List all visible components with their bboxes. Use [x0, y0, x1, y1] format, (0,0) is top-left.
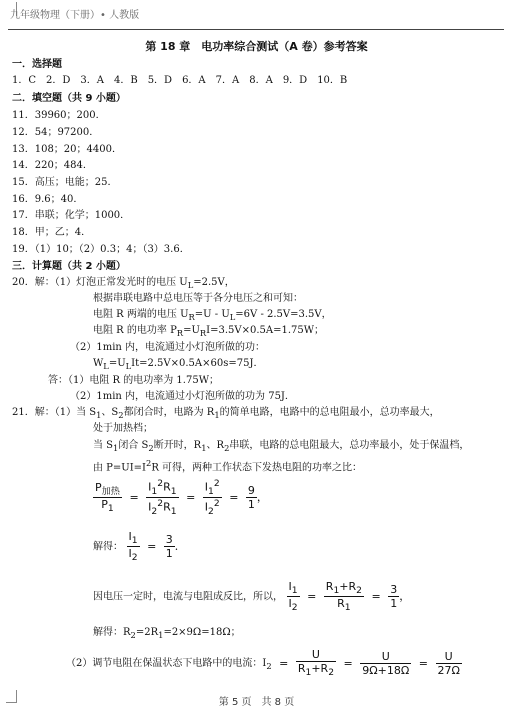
- fill-answer-13: 13．108；20；4400．: [12, 144, 122, 155]
- q21-line-3: 当 $S_1$闭合 $S_2$断开时，$R_1$、$R_2$串联，电路的总电阻最大，总功率最小，处于保温档，: [93, 440, 470, 453]
- fill-answer-11: 11．39960；200．: [12, 110, 106, 121]
- fill-answer-12: 12．54；97200．: [12, 127, 100, 138]
- q21-line-2: 处于加热档；: [93, 423, 153, 434]
- fill-answer-19: 19．（1）10；（2）0.3；4；（3）3.6．: [12, 244, 190, 255]
- q20-line-4: 电阻 R 的电功率 $P_R=U_RI=3.5V\times 0.5A=1.75W$；: [93, 325, 325, 338]
- q20-line-5: （2）1min 内，电流通过小灯泡所做的功：: [70, 342, 266, 353]
- fill-answer-15: 15．高压；电能；25．: [12, 177, 118, 188]
- fill-answer-16: 16．9.6；40．: [12, 194, 84, 205]
- page-footer: 第 5 页 共 8 页: [218, 697, 295, 708]
- section-choice-heading: 一．选择题: [12, 59, 62, 70]
- q20-line-2: 根据串联电路中总电压等于各分电压之和可知：: [93, 293, 303, 304]
- q21-line-1: 21．解：（1）当 $S_1$、$S_2$都闭合时，电路为 $R_1$的简单电路，电路中的总电阻最小，总功率最大，: [12, 407, 440, 420]
- q21-solve-r2: 解得：$R_2=2R_1=2\times 9\Omega=18\Omega$；: [93, 627, 241, 640]
- eq-warm-current: （2）调节电阻在保温状态下电路中的电流：$I_2$ = $\frac{U}{R_1+R_2}$ = $\frac{U}{9\Omega+18\Omega}$ = $\frac{U}{27\Omega}$: [66, 648, 460, 679]
- eq-resistance-ratio: 因电压一定时，电流与电阻成反比，所以， $\frac{I_1}{I_2}$ = $\frac{R_1+R_2}{R_1}$ = $\frac{3}{1}$ ，: [93, 580, 411, 614]
- q20-answer-2: （2）1min 内，电流通过小灯泡所做的功为 75J．: [70, 391, 295, 402]
- section-calc-heading: 三．计算题（共 2 小题）: [12, 261, 126, 272]
- fill-answer-18: 18．甲；乙；4．: [12, 227, 92, 238]
- section-fill-heading: 二．填空题（共 9 小题）: [12, 93, 126, 104]
- page-header: 九年级物理（下册）• 人教版: [10, 10, 140, 21]
- eq-power-ratio: $\frac{P_{加热}}{P_1}$ = $\frac{I_1^2R_1}{I_2^2R_1}$ = $\frac{I_1^2}{I_2^2}$ = $\frac{9}{1}$ ，: [95, 478, 268, 517]
- page-title: 第 18 章 电功率综合测试（A 卷）参考答案: [145, 40, 368, 53]
- choice-answers: 1．C 2．D 3．A 4．B 5．D 6．A 7．A 8．A 9．D 10．B: [12, 75, 348, 86]
- q20-line-3: 电阻 R 两端的电压 $U_R=U - U_L=6V - 2.5V=3.5V$，: [93, 309, 332, 322]
- q20-answer-1: 答：（1）电阻 R 的电功率为 1.75W；: [48, 375, 219, 386]
- eq-current-ratio: 解得： $\frac{I_1}{I_2}$ = $\frac{3}{1}$ ．: [93, 530, 186, 564]
- fill-answer-17: 17．串联；化学；1000．: [12, 210, 131, 221]
- header-rule: [8, 29, 504, 30]
- q20-line-1: 20．解：（1）灯泡正常发光时的电压 $U_L=2.5V$，: [12, 277, 235, 290]
- fill-answer-14: 14．220；484．: [12, 160, 93, 171]
- q20-line-6: $W_L=U_LIt=2.5V\times 0.5A\times 60s=75J$．: [93, 358, 264, 371]
- q21-line-4: 由 $P=UI=I^2R$ 可得，两种工作状态下发热电阻的功率之比：: [93, 458, 363, 474]
